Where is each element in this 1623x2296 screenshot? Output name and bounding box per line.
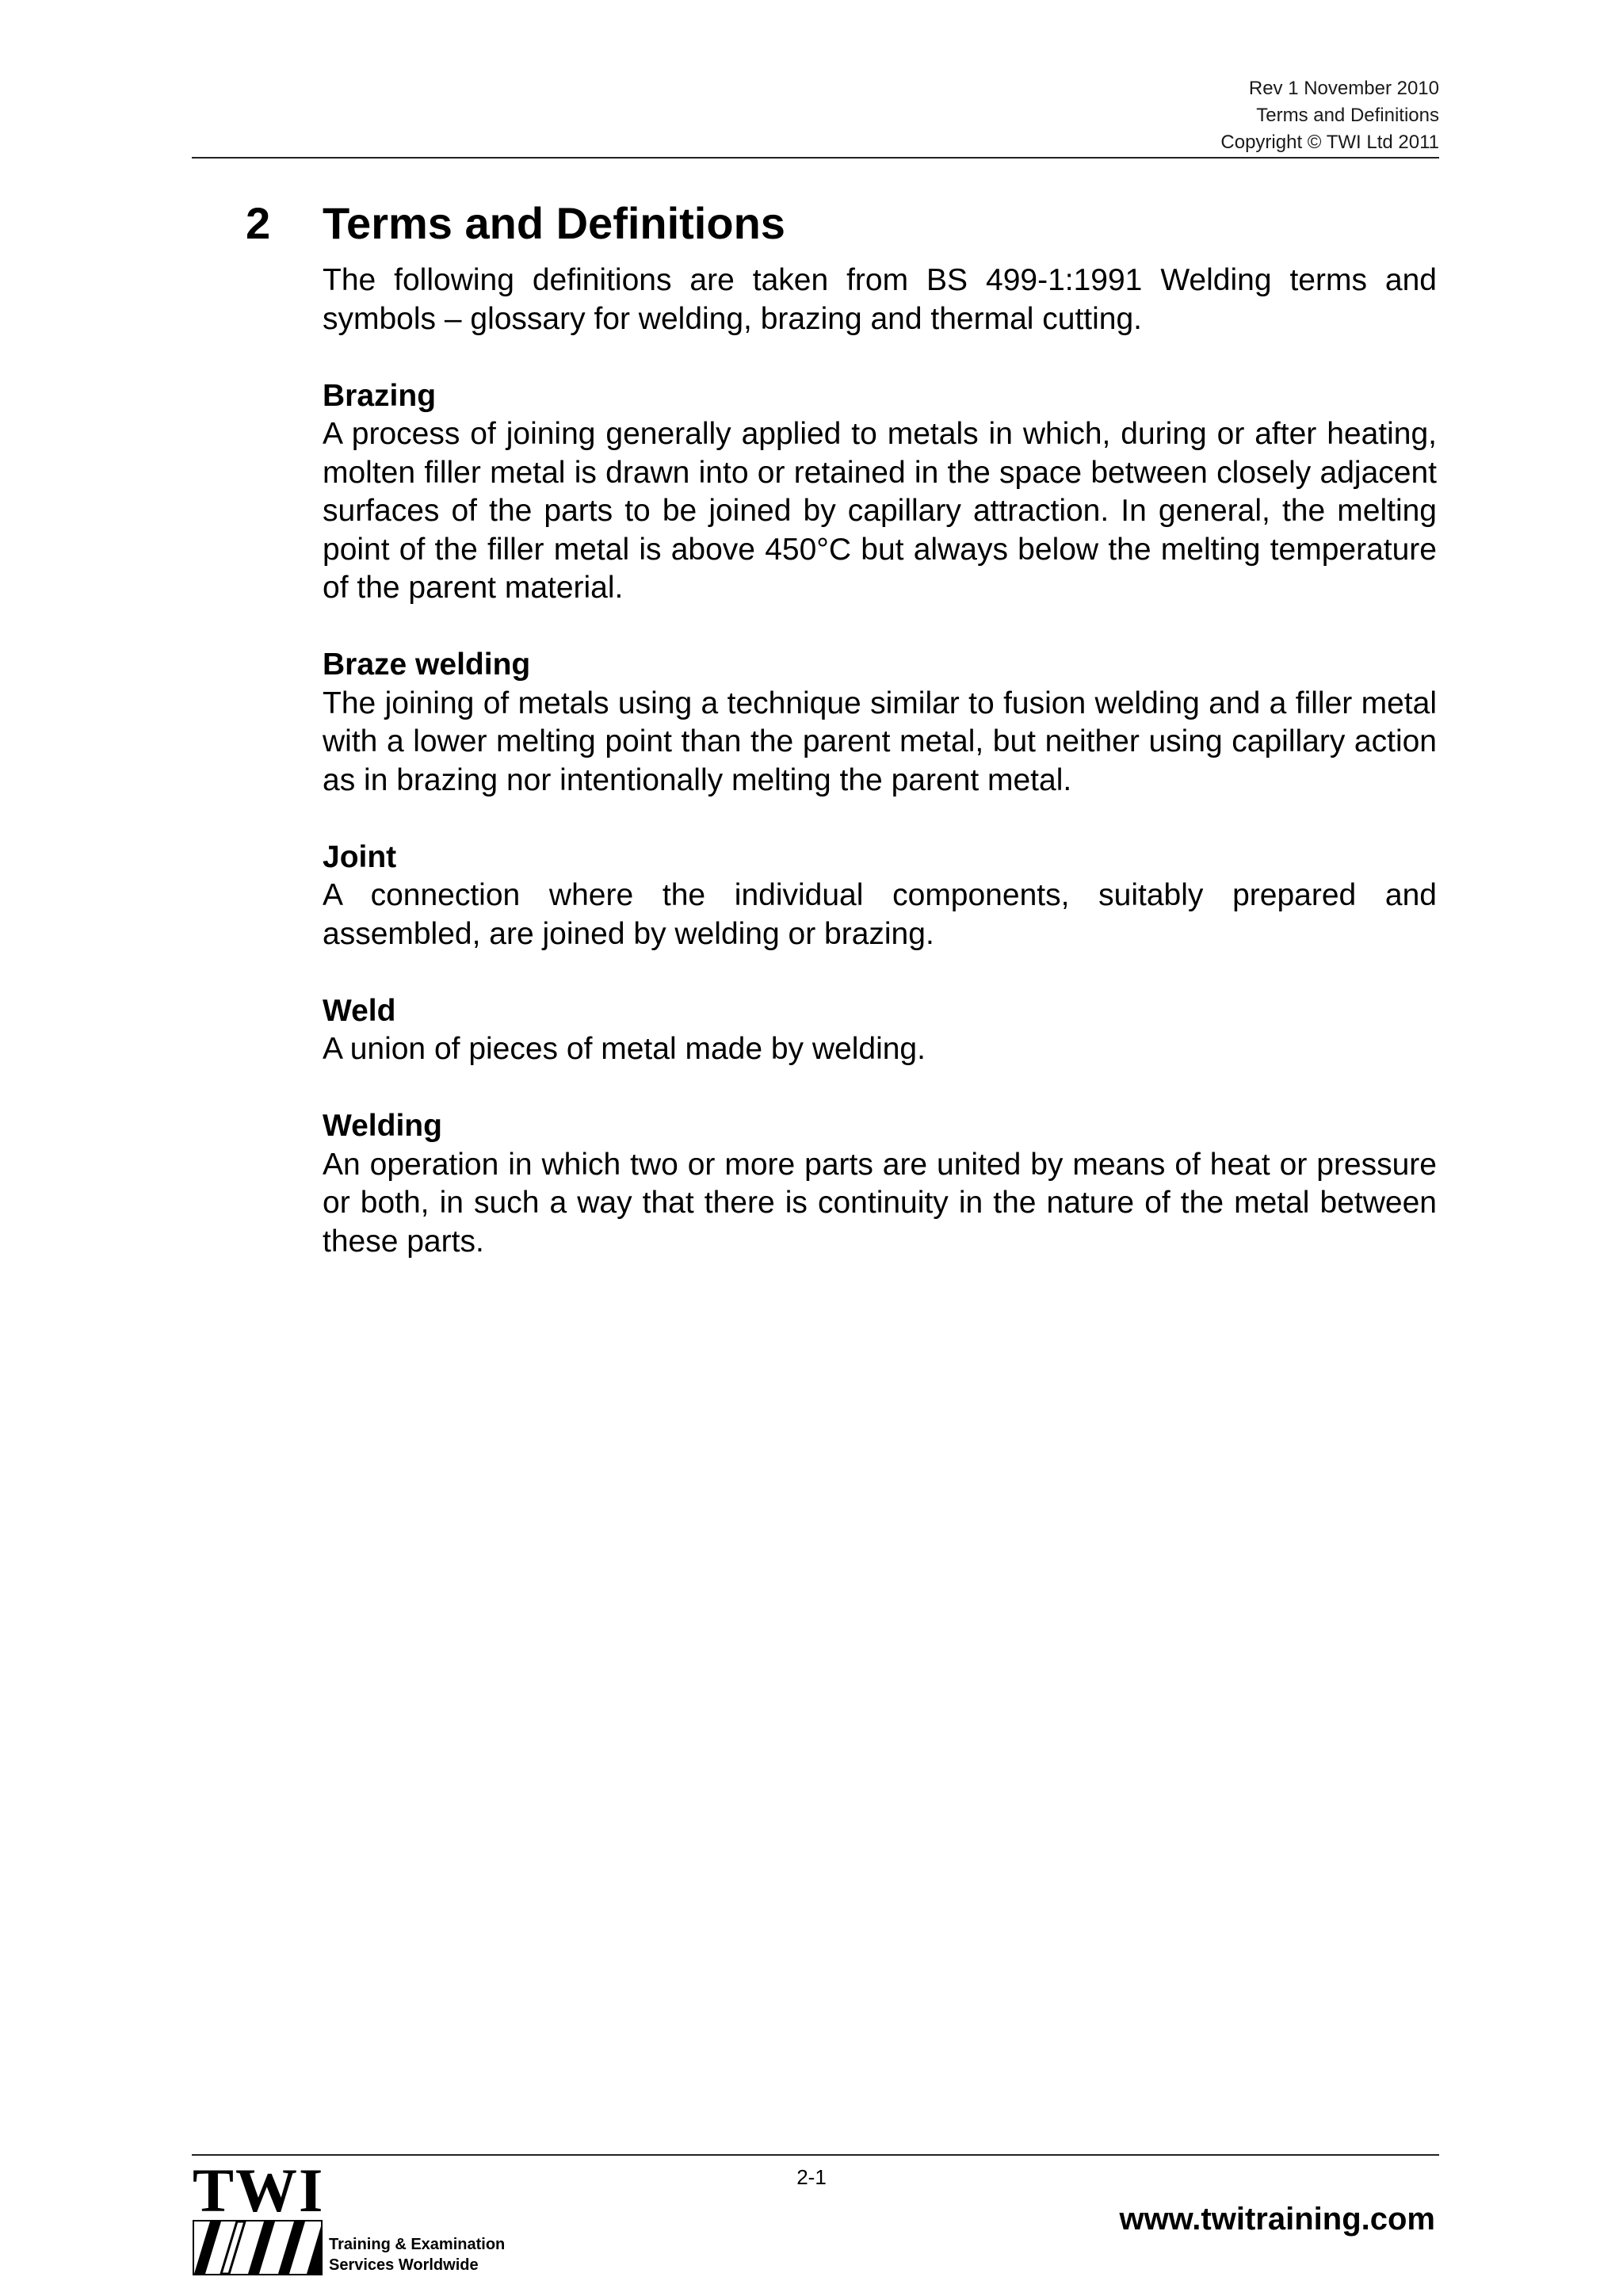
term-definition: A union of pieces of metal made by welding. [323, 1032, 926, 1066]
definition-entry-joint [323, 839, 1437, 954]
header-copyright: Copyright © TWI Ltd 2011 [1220, 132, 1439, 153]
definition-entry-brazing [323, 377, 1437, 608]
chapter-number: 2 [246, 198, 271, 248]
term-heading: Welding [323, 1109, 442, 1143]
chapter-title: Terms and Definitions [323, 198, 785, 248]
definition-entry-welding [323, 1107, 1437, 1261]
term-definition: A connection where the individual components, suitably prepared and assembled, are joined by welding or brazing. [323, 878, 1437, 951]
page-number: 2-1 [796, 2165, 827, 2189]
logo-tagline-line1: Training & Examination [329, 2236, 506, 2253]
definition-entry-braze-welding [323, 646, 1437, 800]
running-header [1220, 75, 1439, 156]
header-section: Terms and Definitions [1256, 105, 1439, 126]
term-heading: Joint [323, 839, 397, 874]
logo-stripes-icon [193, 2220, 323, 2275]
term-definition: A process of joining generally applied to metals in which, during or after heating, molten filler metal is drawn into or retained in the space between closely adjacent surfaces of the parts to be joined by capillary attraction. In general, the melting point of the filler metal is above 450°C but always below the melting temperature of the parent material. [323, 417, 1437, 605]
intro-paragraph: The following definitions are taken from BS 499-1:1991 Welding terms and symbols – glossary for welding, brazing and thermal cutting. [323, 263, 1437, 336]
definition-entry-weld [323, 992, 1437, 1069]
term-definition: An operation in which two or more parts are united by means of heat or pressure or both, in such a way that there is continuity in the nature of the metal between these parts. [323, 1147, 1437, 1259]
header-divider [192, 157, 1439, 159]
header-revision: Rev 1 November 2010 [1248, 78, 1439, 99]
website-url: www.twitraining.com [1119, 2202, 1435, 2237]
term-heading: Brazing [323, 378, 437, 413]
logo-tagline [329, 2234, 505, 2275]
twi-logo [193, 2156, 525, 2279]
term-definition: The joining of metals using a technique similar to fusion welding and a filler metal with a lower melting point than the parent metal, but neither using capillary action as in brazing nor intentionally melting the parent metal. [323, 686, 1437, 797]
footer-divider [192, 2154, 1439, 2156]
document-body [323, 262, 1437, 1300]
term-heading: Braze welding [323, 648, 531, 682]
logo-wordmark: TWI [193, 2156, 325, 2225]
term-heading: Weld [323, 993, 396, 1028]
logo-tagline-line2: Services Worldwide [329, 2256, 479, 2274]
